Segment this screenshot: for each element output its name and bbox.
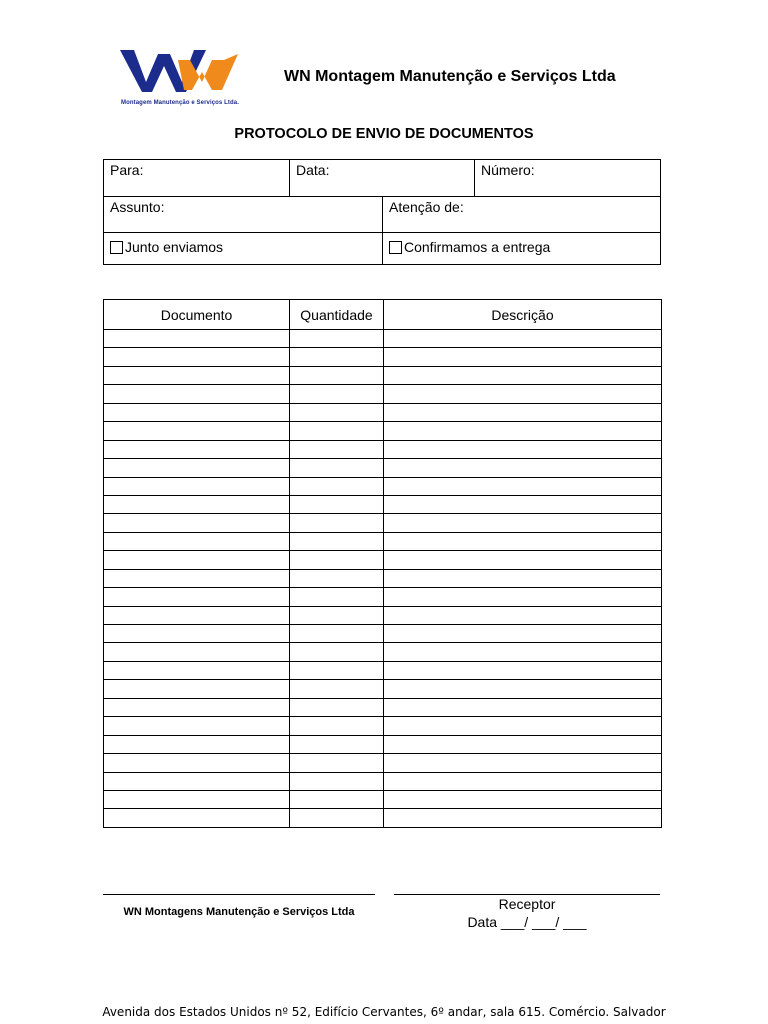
- table-row: [104, 348, 662, 366]
- quantidade-cell[interactable]: [290, 440, 384, 458]
- numero-field[interactable]: [475, 160, 660, 180]
- assunto-field[interactable]: [104, 197, 382, 217]
- column-header-descricao: Descrição: [384, 300, 662, 330]
- quantidade-cell[interactable]: [290, 588, 384, 606]
- para-field[interactable]: [104, 160, 289, 180]
- descricao-cell[interactable]: [384, 735, 662, 753]
- quantidade-cell[interactable]: [290, 809, 384, 827]
- atencao-label: Atenção de:: [389, 199, 464, 215]
- descricao-cell[interactable]: [384, 330, 662, 348]
- table-row: [104, 809, 662, 827]
- descricao-cell[interactable]: [384, 588, 662, 606]
- data-field[interactable]: [290, 160, 474, 180]
- table-row: [104, 514, 662, 532]
- documento-cell[interactable]: [104, 735, 290, 753]
- descricao-cell[interactable]: [384, 680, 662, 698]
- junto-enviamos-option[interactable]: [104, 237, 382, 257]
- table-row: [104, 551, 662, 569]
- descricao-cell[interactable]: [384, 809, 662, 827]
- documento-cell[interactable]: [104, 330, 290, 348]
- confirmamos-entrega-checkbox[interactable]: [389, 241, 402, 254]
- receptor-label: Receptor: [498, 896, 556, 912]
- documento-cell[interactable]: [104, 717, 290, 735]
- documento-cell[interactable]: [104, 606, 290, 624]
- quantidade-cell[interactable]: [290, 459, 384, 477]
- descricao-cell[interactable]: [384, 717, 662, 735]
- quantidade-cell[interactable]: [290, 790, 384, 808]
- descricao-cell[interactable]: [384, 790, 662, 808]
- descricao-cell[interactable]: [384, 495, 662, 513]
- table-row: [104, 422, 662, 440]
- atencao-field[interactable]: [383, 197, 660, 217]
- documento-cell[interactable]: [104, 514, 290, 532]
- table-header-row: [104, 300, 662, 330]
- descricao-cell[interactable]: [384, 477, 662, 495]
- descricao-cell[interactable]: [384, 551, 662, 569]
- left-signature-line: [103, 894, 375, 895]
- documento-cell[interactable]: [104, 698, 290, 716]
- descricao-cell[interactable]: [384, 532, 662, 550]
- junto-enviamos-checkbox[interactable]: [110, 241, 123, 254]
- quantidade-cell[interactable]: [290, 772, 384, 790]
- quantidade-cell[interactable]: [290, 643, 384, 661]
- documento-cell[interactable]: [104, 385, 290, 403]
- descricao-cell[interactable]: [384, 754, 662, 772]
- quantidade-cell[interactable]: [290, 366, 384, 384]
- descricao-cell[interactable]: [384, 403, 662, 421]
- column-header-documento: Documento: [104, 300, 290, 330]
- documento-cell[interactable]: [104, 772, 290, 790]
- quantidade-cell[interactable]: [290, 532, 384, 550]
- descricao-cell[interactable]: [384, 569, 662, 587]
- quantidade-cell[interactable]: [290, 698, 384, 716]
- descricao-cell[interactable]: [384, 459, 662, 477]
- documento-cell[interactable]: [104, 495, 290, 513]
- descricao-cell[interactable]: [384, 348, 662, 366]
- header-form: [103, 159, 661, 265]
- quantidade-cell[interactable]: [290, 661, 384, 679]
- quantidade-cell[interactable]: [290, 569, 384, 587]
- descricao-cell[interactable]: [384, 661, 662, 679]
- table-row: [104, 772, 662, 790]
- company-logo: [118, 46, 242, 108]
- company-signature-label: WN Montagens Manutenção e Serviços Ltda: [123, 906, 355, 918]
- documento-cell[interactable]: [104, 625, 290, 643]
- quantidade-cell[interactable]: [290, 348, 384, 366]
- documento-cell[interactable]: [104, 532, 290, 550]
- documento-cell[interactable]: [104, 588, 290, 606]
- documento-cell[interactable]: [104, 643, 290, 661]
- descricao-cell[interactable]: [384, 625, 662, 643]
- documento-cell[interactable]: [104, 348, 290, 366]
- descricao-cell[interactable]: [384, 514, 662, 532]
- quantidade-cell[interactable]: [290, 606, 384, 624]
- quantidade-cell[interactable]: [290, 735, 384, 753]
- data-label: Data:: [296, 162, 330, 178]
- table-row: [104, 735, 662, 753]
- documento-cell[interactable]: [104, 422, 290, 440]
- receptor-date[interactable]: Data ___/ ___/ ___: [467, 914, 587, 930]
- documento-cell[interactable]: [104, 569, 290, 587]
- table-row: [104, 477, 662, 495]
- table-row: [104, 366, 662, 384]
- documento-cell[interactable]: [104, 790, 290, 808]
- para-label: Para:: [110, 162, 144, 178]
- table-row: [104, 459, 662, 477]
- table-row: [104, 625, 662, 643]
- documents-table: [103, 299, 662, 828]
- table-row: [104, 717, 662, 735]
- descricao-cell[interactable]: [384, 422, 662, 440]
- quantidade-cell[interactable]: [290, 625, 384, 643]
- quantidade-cell[interactable]: [290, 403, 384, 421]
- numero-label: Número:: [481, 162, 535, 178]
- confirmamos-entrega-option[interactable]: [383, 237, 660, 257]
- quantidade-cell[interactable]: [290, 495, 384, 513]
- table-row: [104, 495, 662, 513]
- table-row: [104, 661, 662, 679]
- descricao-cell[interactable]: [384, 385, 662, 403]
- documento-cell[interactable]: [104, 440, 290, 458]
- quantidade-cell[interactable]: [290, 680, 384, 698]
- quantidade-cell[interactable]: [290, 717, 384, 735]
- footer-address: Avenida dos Estados Unidos nº 52, Edifício Cervantes, 6º andar, sala 615. Comércio. Salvador: [102, 1005, 666, 1019]
- quantidade-cell[interactable]: [290, 422, 384, 440]
- table-row: [104, 588, 662, 606]
- descricao-cell[interactable]: [384, 366, 662, 384]
- quantidade-cell[interactable]: [290, 477, 384, 495]
- descricao-cell[interactable]: [384, 440, 662, 458]
- logo-caption: Montagem Manutenção e Serviços Ltda.: [121, 100, 239, 106]
- table-row: [104, 790, 662, 808]
- assunto-label: Assunto:: [110, 199, 165, 215]
- documento-cell[interactable]: [104, 403, 290, 421]
- descricao-cell[interactable]: [384, 643, 662, 661]
- documento-cell[interactable]: [104, 551, 290, 569]
- table-row: [104, 440, 662, 458]
- quantidade-cell[interactable]: [290, 754, 384, 772]
- quantidade-cell[interactable]: [290, 385, 384, 403]
- table-row: [104, 385, 662, 403]
- receptor-block: [394, 895, 660, 931]
- documento-cell[interactable]: [104, 809, 290, 827]
- documento-cell[interactable]: [104, 680, 290, 698]
- documento-cell[interactable]: [104, 459, 290, 477]
- descricao-cell[interactable]: [384, 772, 662, 790]
- table-row: [104, 330, 662, 348]
- column-header-quantidade: Quantidade: [290, 300, 384, 330]
- company-name: WN Montagem Manutenção e Serviços Ltda: [284, 68, 616, 85]
- quantidade-cell[interactable]: [290, 514, 384, 532]
- table-row: [104, 680, 662, 698]
- table-row: [104, 643, 662, 661]
- table-row: [104, 698, 662, 716]
- table-row: [104, 403, 662, 421]
- descricao-cell[interactable]: [384, 698, 662, 716]
- documento-cell[interactable]: [104, 754, 290, 772]
- documento-cell[interactable]: [104, 477, 290, 495]
- junto-enviamos-label: Junto enviamos: [125, 239, 224, 255]
- descricao-cell[interactable]: [384, 606, 662, 624]
- table-body: [104, 330, 662, 828]
- wn-logo-mark: [118, 46, 242, 98]
- confirmamos-entrega-label: Confirmamos a entrega: [404, 239, 551, 255]
- table-row: [104, 754, 662, 772]
- table-row: [104, 606, 662, 624]
- table-row: [104, 532, 662, 550]
- table-row: [104, 569, 662, 587]
- documento-cell[interactable]: [104, 661, 290, 679]
- document-title: PROTOCOLO DE ENVIO DE DOCUMENTOS: [234, 126, 534, 142]
- quantidade-cell[interactable]: [290, 330, 384, 348]
- quantidade-cell[interactable]: [290, 551, 384, 569]
- documento-cell[interactable]: [104, 366, 290, 384]
